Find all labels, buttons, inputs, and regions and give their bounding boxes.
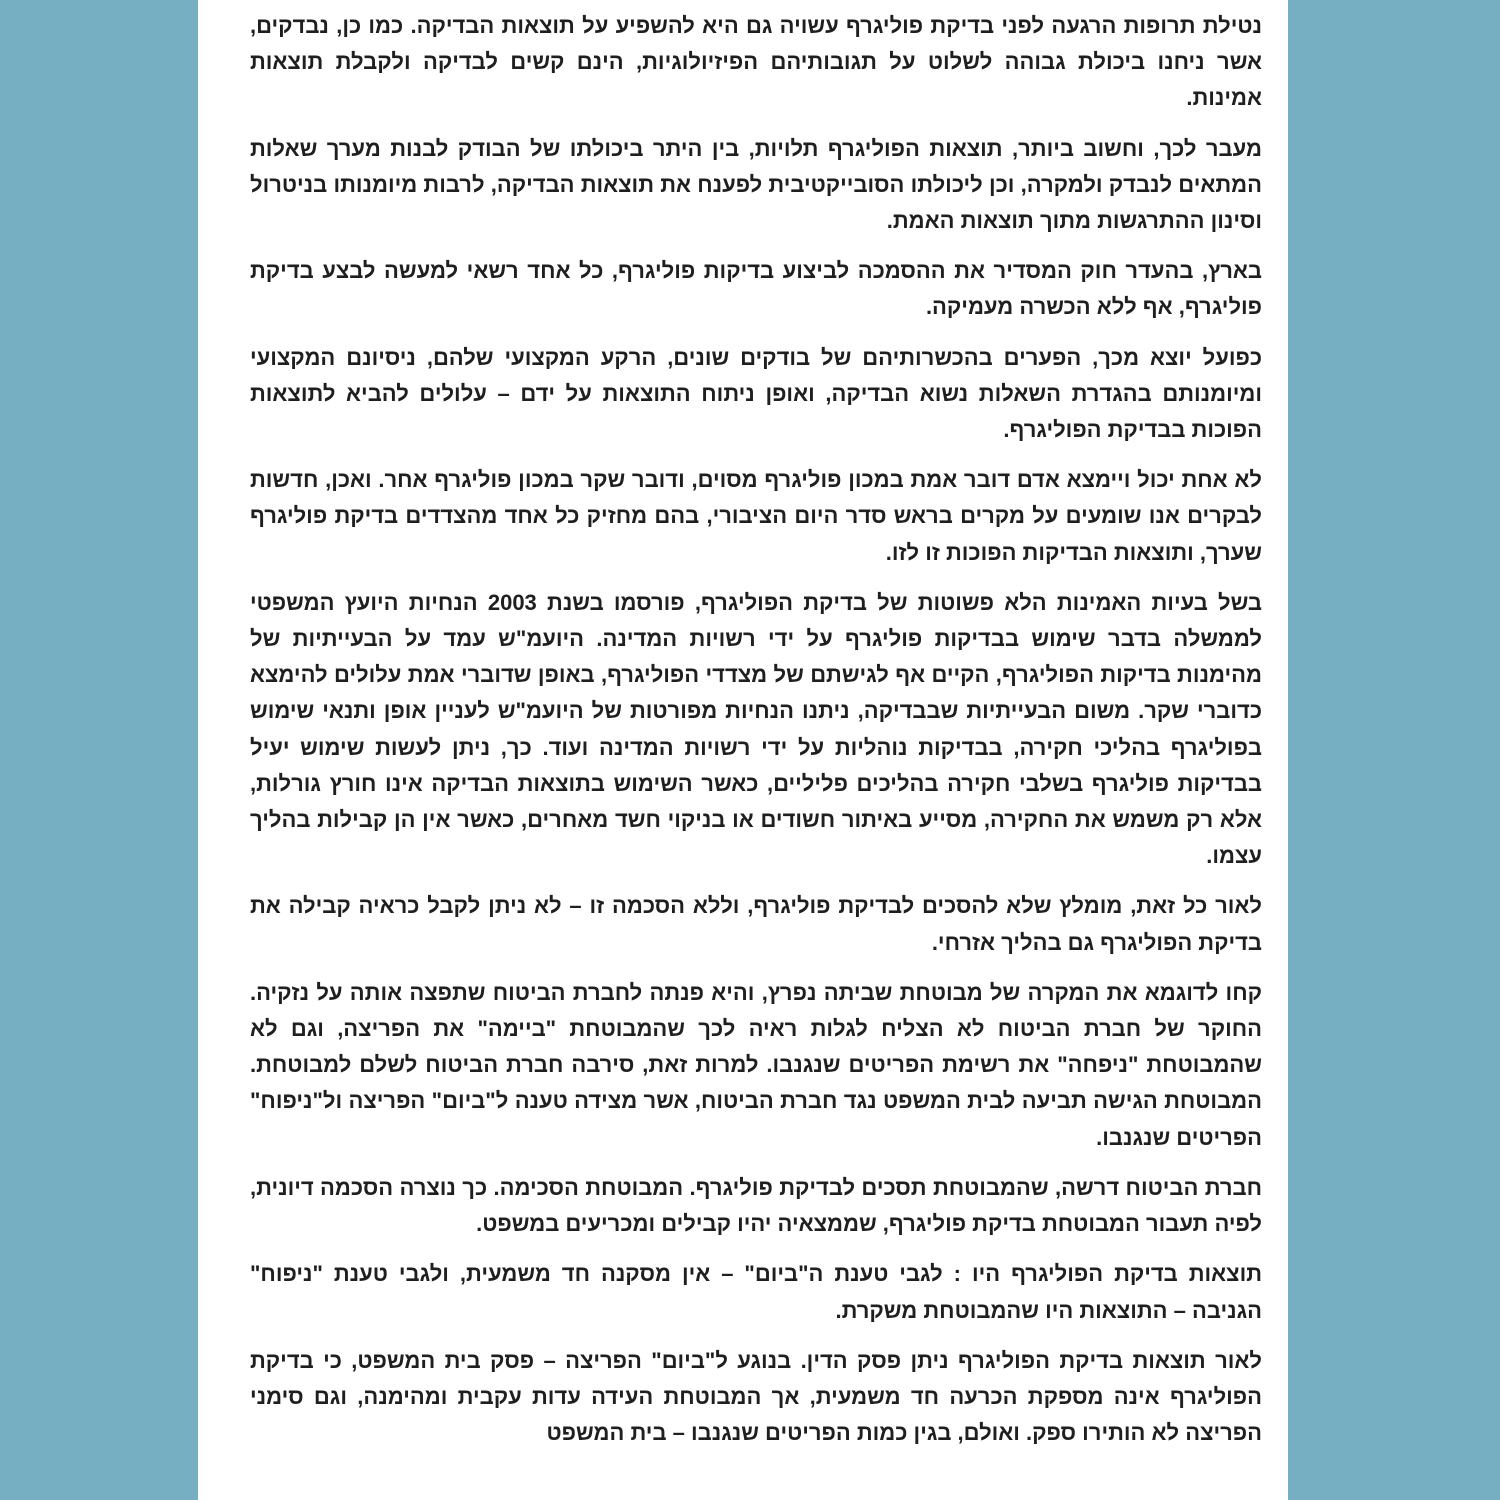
paragraph-2: מעבר לכך, וחשוב ביותר, תוצאות הפוליגרף תלויות, בין היתר ביכולתו של הבודק לבנות מערך שאלות המתאים לנבדק ולמקרה, וכן ליכולתו הסובייקטיבית לפענח את תוצאות הבדיקה, לרבות מיומנותו בניטרול וסינון ההתרגשות מתוך תוצאות האמת. xyxy=(250,135,1262,234)
paragraph-6: בשל בעיות האמינות הלא פשוטות של בדיקת הפוליגרף, פורסמו בשנת 2003 הנחיות היועץ המשפטי לממשלה בדבר שימוש בבדיקות פוליגרף על ידי רשויות המדינה. היועמ"ש עמד על הבעייתיות של מהימנות בדיקות הפוליגרף, הקיים אף לגישתם של מצדדי הפוליגרף, באופן שדוברי אמת עלולים להימצא כדוברי שקר. משום הבעייתיות שבבדיקה, ניתנו הנחיות מפורטות של היועמ"ש לעניין אופן ותנאי שימוש בפוליגרף בהליכי חקירה, בבדיקות נוהליות על ידי רשויות המדינה ועוד. כך, ניתן לעשות שימוש יעיל בבדיקות פוליגרף בשלבי חקירה בהליכים פליליים, כאשר השימוש בתוצאות הבדיקה אינו חורץ גורלות, אלא רק משמש את החקירה, מסייע באיתור חשודים או בניקוי חשד מאחרים, כאשר אין הן קבילות בהליך עצמו. xyxy=(250,589,1262,869)
paragraph-4: כפועל יוצא מכך, הפערים בהכשרותיהם של בודקים שונים, הרקע המקצועי שלהם, ניסיונם המקצועי ומיומנותם בהגדרת השאלות נשוא הבדיקה, ואופן ניתוח התוצאות על ידם – עלולים להביא לתוצאות הפוכות בבדיקת הפוליגרף. xyxy=(250,344,1262,443)
paragraph-10: תוצאות בדיקת הפוליגרף היו : לגבי טענת ה"ביום" – אין מסקנה חד משמעית, ולגבי טענת "ניפוח" הגניבה – התוצאות היו שהמבוטחת משקרת. xyxy=(250,1261,1262,1323)
document-page xyxy=(198,0,1288,1500)
paragraph-5: לא אחת יכול ויימצא אדם דובר אמת במכון פוליגרף מסוים, ודובר שקר במכון פוליגרף אחר. ואכן, חדשות לבקרים אנו שומעים על מקרים בראש סדר היום הציבורי, בהם מחזיק כל אחד מהצדדים בדיקת פוליגרף שערך, ותוצאות הבדיקות הפוכות זו לזו. xyxy=(250,467,1262,565)
paragraph-11: לאור תוצאות בדיקת הפוליגרף ניתן פסק הדין. בנוגע ל"ביום" הפריצה – פסק בית המשפט, כי בדיקת הפוליגרף אינה מספקת הכרעה חד משמעית, אך המבוטחת העידה עדות עקבית ומהימנה, וגם סימני הפריצה לא הותירו ספק. ואולם, בגין כמות הפריטים שנגנבו – בית המשפט xyxy=(250,1347,1262,1446)
paragraph-8: קחו לדוגמא את המקרה של מבוטחת שביתה נפרץ, והיא פנתה לחברת הביטוח שתפצה אותה על נזקיה. החוקר של חברת הביטוח לא הצליח לגלות ראיה לכך שהמבוטחת "ביימה" את הפריצה, וגם לא שהמבוטחת "ניפחה" את רשימת הפריטים שנגנבו. למרות זאת, סירבה חברת הביטוח לשלם למבוטחת. המבוטחת הגישה תביעה לבית המשפט נגד חברת הביטוח, אשר מצידה טענה ל"ביום" הפריצה ול"ניפוח" הפריטים שנגנבו. xyxy=(250,979,1262,1150)
paragraph-3: בארץ, בהעדר חוק המסדיר את ההסמכה לביצוע בדיקות פוליגרף, כל אחד רשאי למעשה לבצע בדיקת פוליגרף, אף ללא הכשרה מעמיקה. xyxy=(250,258,1262,320)
paragraph-1: נטילת תרופות הרגעה לפני בדיקת פוליגרף עשויה גם היא להשפיע על תוצאות הבדיקה. כמו כן, נבדקים, אשר ניחנו ביכולת גבוהה לשלוט על תגובותיהם הפיזיולוגיות, הינם קשים לבדיקה ולקבלת תוצאות אמינות. xyxy=(250,13,1262,111)
paragraph-9: חברת הביטוח דרשה, שהמבוטחת תסכים לבדיקת פוליגרף. המבוטחת הסכימה. כך נוצרה הסכמה דיונית, לפיה תעבור המבוטחת בדיקת פוליגרף, שממצאיה יהיו קבילים ומכריעים במשפט. xyxy=(250,1174,1262,1237)
paragraph-7: לאור כל זאת, מומלץ שלא להסכים לבדיקת פוליגרף, וללא הסכמה זו – לא ניתן לקבל כראיה קבילה את בדיקת הפוליגרף גם בהליך אזרחי. xyxy=(250,893,1262,955)
document-body xyxy=(250,8,1262,1465)
